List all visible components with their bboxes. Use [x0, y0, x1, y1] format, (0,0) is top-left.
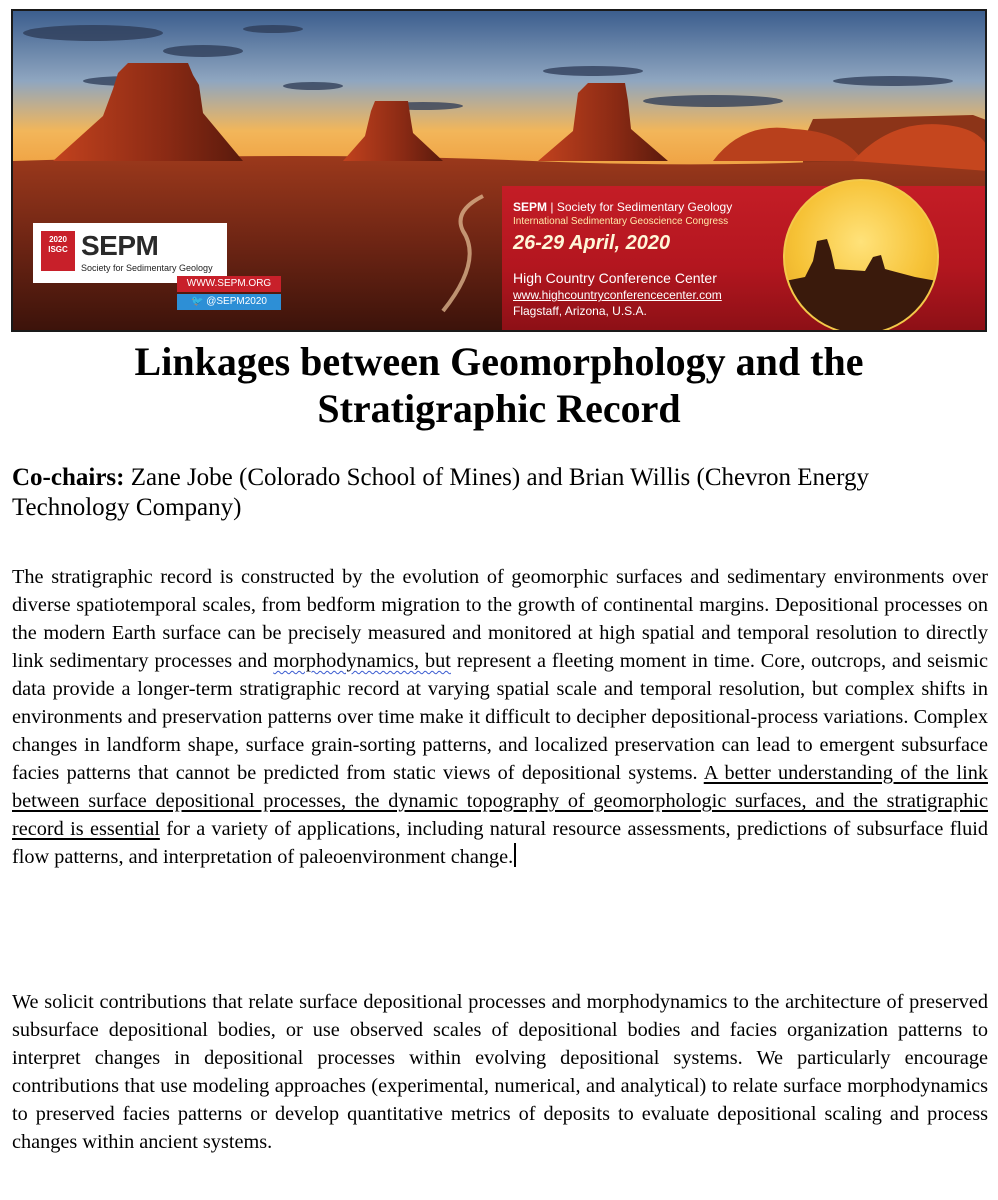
website-link[interactable]: WWW.SEPM.ORG [177, 276, 281, 292]
logo-subtitle: Society for Sedimentary Geology [81, 263, 213, 273]
venue-name: High Country Conference Center [513, 270, 717, 286]
cochairs-label: Co-chairs: [12, 464, 125, 491]
butte-silhouette-icon [785, 181, 937, 332]
title-line-2: Stratigraphic Record [317, 386, 681, 431]
org-line: SEPM | Society for Sedimentary Geology [513, 200, 733, 214]
twitter-handle[interactable] [177, 294, 281, 310]
org-full: Society for Sedimentary Geology [556, 200, 733, 214]
badge-year: 2020 [49, 235, 67, 244]
spellcheck-flag[interactable]: morphodynamics, but [273, 650, 451, 672]
logo-wordmark: SEPM [81, 230, 159, 261]
cochairs-line [12, 463, 988, 523]
venue-url[interactable]: www.highcountryconferencecenter.com [513, 288, 722, 302]
congress-name: International Sedimentary Geoscience Congress [513, 216, 729, 227]
page-title [20, 338, 978, 432]
p1-text-b: represent a fleeting moment in time. Core, outcrops, and seismic data provide a longer-term stratigraphic record at varying spatial scale and temporal resolution, but complex shifts in environments and preservation patterns over time make it difficult to decipher depositional-process variations. Complex changes in landform shape, surface grain-sorting patterns, and localized preservation can lead to emergent subsurface facies patterns that cannot be predicted from static views of depositional systems. [12, 650, 988, 784]
badge-code: ISGC [48, 245, 68, 254]
sun-emblem [783, 179, 939, 332]
twitter-text: @SEPM2020 [206, 296, 267, 307]
venue-location: Flagstaff, Arizona, U.S.A. [513, 304, 647, 318]
title-line-1: Linkages between Geomorphology and the [134, 339, 864, 384]
p1-text-c: for a variety of applications, including natural resource assessments, predictions of subsurface fluid flow patterns, and interpretation of paleoenvironment change. [12, 818, 989, 868]
p1-text-a: The stratigraphic record is constructed by the evolution of geomorphic surfaces and sedimentary environments over diverse spatiotemporal scales, from bedform migration to the growth of continental margins. Depositional processes on the modern Earth surface can be precisely measured and monitored at high spatial and temporal resolution to directly link sedimentary processes and [12, 566, 988, 672]
text-cursor [514, 843, 516, 867]
description-paragraph-1[interactable] [12, 563, 988, 871]
isgc-2020-badge [41, 231, 75, 271]
twitter-icon: 🐦 [191, 296, 204, 307]
description-paragraph-2[interactable]: We solicit contributions that relate surface depositional processes and morphodynamics to the architecture of preserved subsurface depositional bodies, or use observed scales of depositional bodies and facies organization patterns to interpret changes in depositional processes within evolving depositional systems. We particularly encourage contributions that use modeling approaches (experimental, numerical, and analytical) to relate surface morphodynamics to preserved facies patterns or develop quantitative metrics of deposits to evaluate depositional scaling and process changes within ancient systems. [12, 991, 988, 1153]
underlined-sentence: A better understanding of the link between surface depositional processes, the dynamic topography of geomorphologic surfaces, and the stratigraphic record is essential [12, 762, 988, 840]
cochairs-names: Zane Jobe (Colorado School of Mines) and Brian Willis (Chevron Energy Technology Company) [12, 464, 869, 521]
sepm-logo[interactable] [33, 223, 227, 283]
event-dates: 26-29 April, 2020 [513, 232, 671, 254]
conference-banner [11, 9, 987, 332]
org-short: SEPM [513, 200, 548, 214]
